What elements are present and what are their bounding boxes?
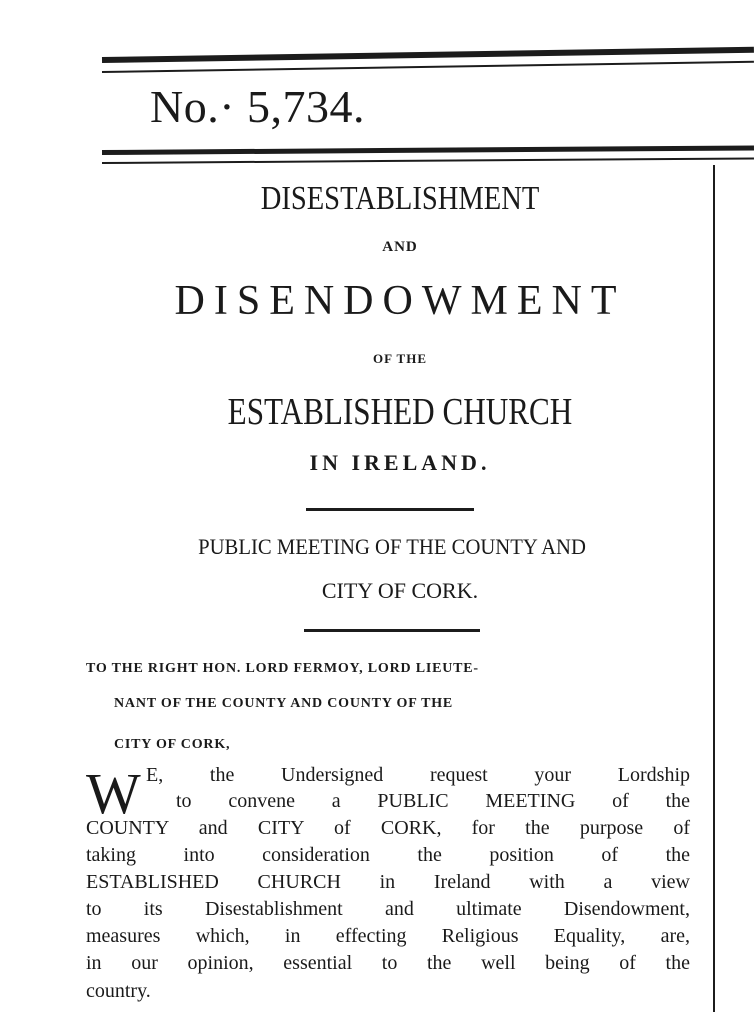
headline-disestablishment: DISESTABLISHMENT — [260, 180, 540, 217]
top-rule-thick — [102, 47, 754, 63]
body-line: to convene a PUBLIC MEETING of the — [176, 790, 690, 812]
headline-in-ireland: IN IRELAND. — [309, 450, 491, 475]
headline-connector-of-the: OF THE — [372, 351, 428, 366]
body-line: taking into consideration the position of the — [86, 844, 690, 866]
headline-disendowment: DISENDOWMENT — [174, 278, 626, 324]
subheading-line-1: PUBLIC MEETING OF THE COUNTY AND — [198, 534, 586, 559]
headline-established-church: ESTABLISHED CHURCH — [227, 391, 573, 433]
subheading-line-2: CITY OF CORK. — [321, 578, 479, 603]
body-line-last: country. — [86, 980, 151, 1002]
body-line: measures which, in effecting Religious Equality, are, — [86, 925, 690, 947]
address-line-3: CITY OF CORK, — [114, 737, 231, 752]
section-divider — [304, 629, 480, 632]
address-line-1: TO THE RIGHT HON. LORD FERMOY, LORD LIEUTE- — [86, 661, 479, 676]
body-line: in our opinion, essential to the well being of the — [86, 952, 690, 974]
drop-cap: W — [86, 761, 141, 826]
body-line: COUNTY and CITY of CORK, for the purpose of — [86, 817, 690, 839]
column-divider — [713, 165, 715, 1012]
body-line: E, the Undersigned request your Lordship — [146, 764, 690, 786]
body-line: to its Disestablishment and ultimate Disendowment, — [86, 898, 690, 920]
body-line: ESTABLISHED CHURCH in Ireland with a view — [86, 871, 690, 893]
header-rule-thick — [102, 145, 754, 155]
top-rule-thin — [102, 61, 754, 73]
headline-connector-and: AND — [382, 239, 418, 255]
issue-number: No.· 5,734. — [150, 81, 366, 132]
header-rule-thin — [102, 157, 754, 164]
address-line-2: NANT OF THE COUNTY AND COUNTY OF THE — [114, 696, 454, 711]
section-divider — [306, 508, 474, 511]
